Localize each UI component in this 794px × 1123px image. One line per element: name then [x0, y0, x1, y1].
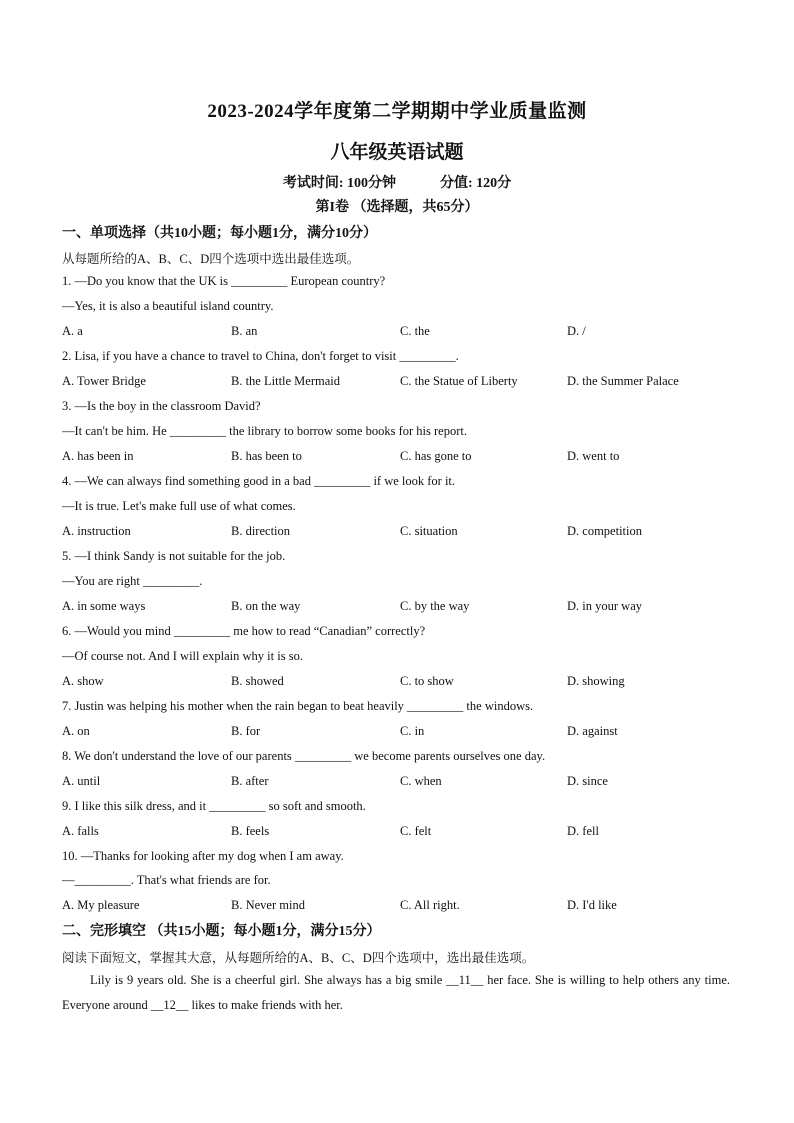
option: B. showed — [231, 674, 284, 688]
option: B. the Little Mermaid — [231, 374, 341, 388]
question-line: —You are right _________. — [62, 574, 203, 588]
question-line: 5. —I think Sandy is not suitable for the job. — [62, 549, 286, 563]
option: C. situation — [400, 524, 458, 538]
option: C. in — [400, 724, 425, 738]
option: D. showing — [567, 674, 625, 688]
option: C. has gone to — [400, 449, 472, 463]
option: D. went to — [567, 449, 620, 463]
option: C. All right. — [400, 898, 460, 912]
option: C. the Statue of Liberty — [400, 374, 518, 388]
option: A. falls — [62, 824, 99, 838]
options-row — [62, 898, 742, 916]
option: B. on the way — [231, 599, 301, 613]
option: D. / — [567, 324, 586, 338]
option: A. in some ways — [62, 599, 146, 613]
question-line: —It can't be him. He _________ the library to borrow some books for his report. — [62, 424, 467, 438]
question-line: —Of course not. And I will explain why it is so. — [62, 649, 303, 663]
option: C. the — [400, 324, 430, 338]
section2-instruction: 阅读下面短文，掌握其大意，从每题所给的A、B、C、D四个选项中，选出最佳选项。 — [62, 951, 535, 965]
option: A. My pleasure — [62, 898, 140, 912]
option: A. show — [62, 674, 104, 688]
question-line: 7. Justin was helping his mother when the rain began to beat heavily _________ the windows. — [62, 699, 534, 713]
question-line: —It is true. Let's make full use of what comes. — [62, 499, 296, 513]
question-line: 9. I like this silk dress, and it _________ so soft and smooth. — [62, 799, 366, 813]
volume-heading: 第I卷 （选择题，共65分） — [315, 200, 479, 215]
option: D. against — [567, 724, 618, 738]
option: C. felt — [400, 824, 432, 838]
option: D. I'd like — [567, 898, 617, 912]
option: B. an — [231, 324, 258, 338]
option: C. when — [400, 774, 442, 788]
exam-info — [0, 172, 794, 192]
option: A. Tower Bridge — [62, 374, 146, 388]
option: A. instruction — [62, 524, 131, 538]
option: B. after — [231, 774, 269, 788]
options-row — [62, 724, 742, 742]
cloze-passage: Lily is 9 years old. She is a cheerful girl. She always has a big smile __11__ her face. She is willing to help others any time. Everyone around __12__ likes to make friends with her. — [62, 973, 730, 1012]
section1-title: 一、单项选择（共10小题；每小题1分，满分10分） — [62, 226, 377, 241]
option: A. on — [62, 724, 90, 738]
option: D. fell — [567, 824, 599, 838]
option: B. has been to — [231, 449, 302, 463]
options-row — [62, 774, 742, 792]
option: D. the Summer Palace — [567, 374, 679, 388]
options-row — [62, 324, 742, 342]
section2-title: 二、完形填空 （共15小题；每小题1分，满分15分） — [62, 924, 381, 939]
option: D. competition — [567, 524, 642, 538]
options-row — [62, 524, 742, 542]
option: B. feels — [231, 824, 270, 838]
options-row — [62, 374, 742, 392]
question-line: 3. —Is the boy in the classroom David? — [62, 399, 261, 413]
option: A. a — [62, 324, 83, 338]
exam-title: 2023-2024学年度第二学期期中学业质量监测 — [207, 101, 587, 122]
option: B. for — [231, 724, 261, 738]
question-line: 2. Lisa, if you have a chance to travel to China, don't forget to visit _________. — [62, 349, 459, 363]
question-line: 6. —Would you mind _________ me how to read “Canadian” correctly? — [62, 624, 426, 638]
option: C. by the way — [400, 599, 470, 613]
option: B. Never mind — [231, 898, 305, 912]
exam-time: 考试时间: 100分钟 — [282, 176, 396, 191]
option: B. direction — [231, 524, 291, 538]
section1-instruction: 从每题所给的A、B、C、D四个选项中选出最佳选项。 — [62, 252, 360, 266]
question-line: —Yes, it is also a beautiful island country. — [62, 299, 274, 313]
options-row — [62, 599, 742, 617]
exam-score: 分值: 120分 — [440, 176, 512, 191]
question-line: —_________. That's what friends are for. — [62, 873, 271, 887]
option: A. has been in — [62, 449, 134, 463]
option: C. to show — [400, 674, 454, 688]
options-row — [62, 674, 742, 692]
question-line: 10. —Thanks for looking after my dog when I am away. — [62, 849, 344, 863]
exam-subtitle: 八年级英语试题 — [330, 142, 464, 163]
option: D. in your way — [567, 599, 642, 613]
question-line: 1. —Do you know that the UK is _________ European country? — [62, 274, 386, 288]
question-line: 4. —We can always find something good in a bad _________ if we look for it. — [62, 474, 456, 488]
options-row — [62, 449, 742, 467]
question-line: 8. We don't understand the love of our parents _________ we become parents ourselves one day. — [62, 749, 546, 763]
options-row — [62, 824, 742, 842]
option: A. until — [62, 774, 101, 788]
option: D. since — [567, 774, 608, 788]
